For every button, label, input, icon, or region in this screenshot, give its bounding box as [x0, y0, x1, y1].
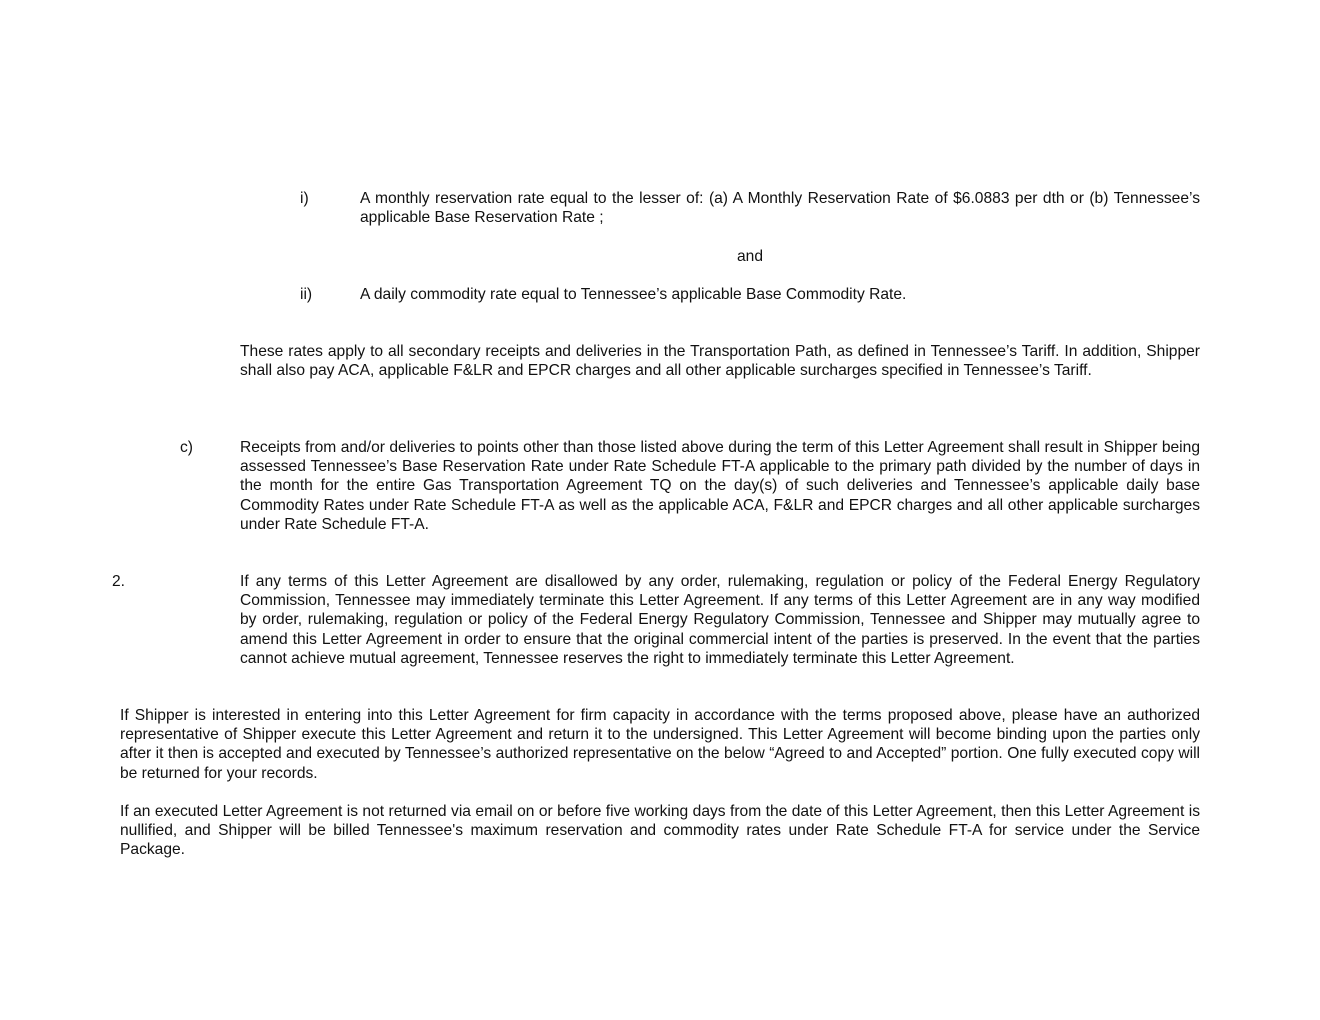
item-ii-text: A daily commodity rate equal to Tennessee’s applicable Base Commodity Rate.	[360, 286, 907, 303]
item-ii-marker: ii)	[300, 286, 313, 303]
item-c-marker: c)	[180, 439, 193, 456]
rates-paragraph: These rates apply to all secondary receipts and deliveries in the Transportation Path, as defined in Tennessee’s Tariff. In addition, Shipper shall also pay ACA, applicable F&LR and EPCR charges and all other applicable surcharges specified in Tennessee’s Tariff.	[240, 343, 1200, 380]
item-i-marker: i)	[300, 190, 309, 207]
nullification-paragraph: If an executed Letter Agreement is not returned via email on or before five working days from the date of this Letter Agreement, then this Letter Agreement is nullified, and Shipper will be billed Tennessee's maximum reservation and commodity rates under Rate Schedule FT-A for service under the Service Package.	[120, 803, 1200, 859]
conjunction-and: and	[736, 248, 764, 265]
section-2-text: If any terms of this Letter Agreement are disallowed by any order, rulemaking, regulation or policy of the Federal Energy Regulatory Commission, Tennessee may immediately terminate this Letter Agreement. If any terms of this Letter Agreement are in any way modified by order, rulemaking, regulation or policy of the Federal Energy Regulatory Commission, Tennessee and Shipper may mutually agree to amend this Letter Agreement in order to ensure that the original commercial intent of the parties is preserved. In the event that the parties cannot achieve mutual agreement, Tennessee reserves the right to immediately terminate this Letter Agreement.	[240, 573, 1200, 667]
item-c-text: Receipts from and/or deliveries to points other than those listed above during the term of this Letter Agreement shall result in Shipper being assessed Tennessee’s Base Reservation Rate under Rate Schedule FT-A applicable to the primary path divided by the number of days in the month for the entire Gas Transportation Agreement TQ on the day(s) of such deliveries and Tennessee’s applicable daily base Commodity Rates under Rate Schedule FT-A as well as the applicable ACA, F&LR and EPCR charges and all other applicable surcharges under Rate Schedule FT-A.	[240, 439, 1200, 533]
section-2-marker: 2.	[112, 573, 126, 590]
item-i-text: A monthly reservation rate equal to the lesser of: (a) A Monthly Reservation Rate of $6.0883 per dth or (b) Tennessee’s applicable Base Reservation Rate ;	[360, 190, 1200, 227]
interest-paragraph: If Shipper is interested in entering into this Letter Agreement for firm capacity in accordance with the terms proposed above, please have an authorized representative of Shipper execute this Letter Agreement and return it to the undersigned. This Letter Agreement will become binding upon the parties only after it then is accepted and executed by Tennessee’s authorized representative on the below “Agreed to and Accepted” portion. One fully executed copy will be returned for your records.	[120, 707, 1200, 782]
